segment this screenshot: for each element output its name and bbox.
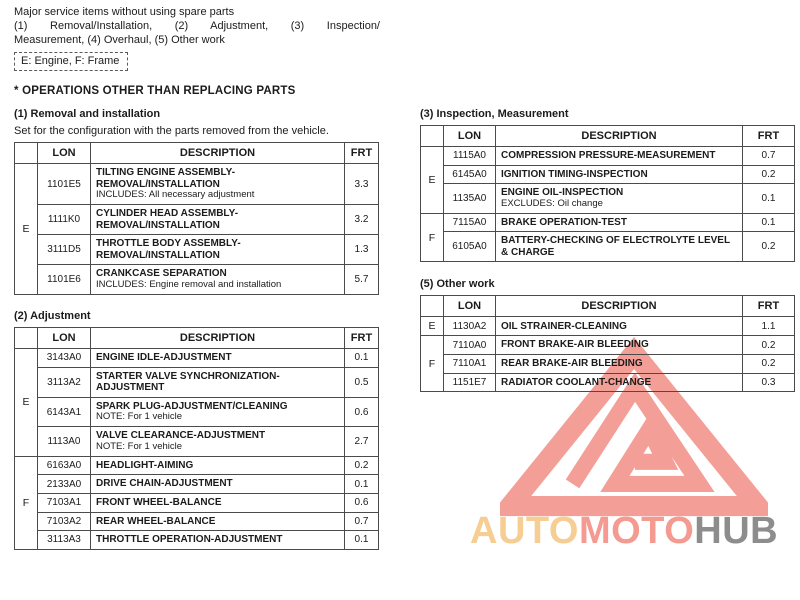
group-column-header [421,126,444,147]
lon-cell: 7115A0 [444,213,496,232]
description-cell: HEADLIGHT-AIMING [91,456,345,475]
lon-cell: 6163A0 [38,456,91,475]
description-cell: ENGINE IDLE-ADJUSTMENT [91,349,345,368]
table-row [15,349,379,368]
lon-cell: 1111K0 [38,205,91,235]
group-cell-frame: F [421,213,444,262]
table-header-row [15,328,379,349]
frt-cell: 0.1 [345,349,379,368]
frt-cell: 0.5 [345,367,379,397]
description-cell: DRIVE CHAIN-ADJUSTMENT [91,475,345,494]
watermark-moto-text: MOTO [578,510,695,552]
table-row [15,265,379,295]
description-cell: IGNITION TIMING-INSPECTION [496,165,743,184]
table-row [421,184,795,214]
adjustment-table-title: (2) Adjustment [14,310,91,322]
group-column-header [15,143,38,164]
other-work-table-title: (5) Other work [420,278,495,291]
lon-cell: 3113A3 [38,531,91,550]
description-cell: FRONT BRAKE-AIR BLEEDING [496,336,743,355]
description-cell: ENGINE OIL-INSPECTION EXCLUDES: Oil change [496,184,743,214]
description-column-header: DESCRIPTION [496,126,743,147]
right-column [420,108,794,392]
description-cell: TILTING ENGINE ASSEMBLY-REMOVAL/INSTALLATION INCLUDES: All necessary adjustment [91,164,345,205]
group-cell-engine: E [421,147,444,214]
description-column-header: DESCRIPTION [496,296,743,317]
description-cell: BATTERY-CHECKING OF ELECTROLYTE LEVEL & CHARGE [496,232,743,262]
table-row [15,427,379,457]
group-cell-engine: E [421,317,444,336]
table-row [15,456,379,475]
group-column-header [15,328,38,349]
lon-cell: 7110A1 [444,355,496,374]
frt-cell: 0.1 [743,213,795,232]
lon-cell: 7110A0 [444,336,496,355]
engine-frame-legend: E: Engine, F: Frame [14,52,128,71]
frt-cell: 0.3 [743,373,795,392]
frt-cell: 5.7 [345,265,379,295]
intro-line-1: Major service items without using spare parts [14,6,235,18]
lon-cell: 1101E6 [38,265,91,295]
intro-block [14,5,380,97]
table-header-row [421,296,795,317]
lon-cell: 1130A2 [444,317,496,336]
description-cell: RADIATOR COOLANT-CHANGE [496,373,743,392]
frt-column-header: FRT [743,296,795,317]
frt-cell: 1.1 [743,317,795,336]
lon-cell: 3143A0 [38,349,91,368]
table-row [421,336,795,355]
frt-cell: 3.2 [345,205,379,235]
frt-cell: 0.7 [345,512,379,531]
watermark-hub-text: HUB [694,510,779,552]
description-cell: CRANKCASE SEPARATION INCLUDES: Engine removal and installation [91,265,345,295]
description-cell: CYLINDER HEAD ASSEMBLY-REMOVAL/INSTALLATION [91,205,345,235]
lon-cell: 2133A0 [38,475,91,494]
table-row [15,512,379,531]
lon-cell: 1101E5 [38,164,91,205]
description-column-header: DESCRIPTION [91,143,345,164]
lon-cell: 7103A2 [38,512,91,531]
frt-cell: 3.3 [345,164,379,205]
description-cell: STARTER VALVE SYNCHRONIZATION-ADJUSTMENT [91,367,345,397]
description-cell: VALVE CLEARANCE-ADJUSTMENT NOTE: For 1 vehicle [91,427,345,457]
adjustment-table [14,327,379,550]
group-cell-engine: E [15,349,38,457]
frt-cell: 0.1 [743,184,795,214]
table-row [15,494,379,513]
table-row [421,213,795,232]
group-cell-frame: F [421,336,444,392]
table-row [421,355,795,374]
description-cell: REAR BRAKE-AIR BLEEDING [496,355,743,374]
table-row [421,317,795,336]
inspection-table-title: (3) Inspection, Measurement [420,108,569,120]
lon-cell: 7103A1 [38,494,91,513]
description-column-header: DESCRIPTION [91,328,345,349]
table-row [15,235,379,265]
removal-table-title: (1) Removal and installation [14,108,161,120]
table-row [15,531,379,550]
lon-cell: 6105A0 [444,232,496,262]
frt-cell: 0.2 [743,232,795,262]
table-row [15,164,379,205]
lon-cell: 1115A0 [444,147,496,166]
frt-cell: 1.3 [345,235,379,265]
left-column [14,108,378,550]
table-row [15,367,379,397]
group-cell-engine: E [15,164,38,295]
frt-cell: 2.7 [345,427,379,457]
lon-column-header: LON [38,328,91,349]
description-cell: OIL STRAINER-CLEANING [496,317,743,336]
table-row [15,205,379,235]
intro-line-3: Measurement, (4) Overhaul, (5) Other work [14,34,225,46]
lon-cell: 1113A0 [38,427,91,457]
group-column-header [421,296,444,317]
description-cell: THROTTLE BODY ASSEMBLY-REMOVAL/INSTALLATION [91,235,345,265]
table-row [421,165,795,184]
frt-cell: 0.7 [743,147,795,166]
frt-cell: 0.1 [345,531,379,550]
lon-column-header: LON [444,126,496,147]
frt-cell: 0.1 [345,475,379,494]
frt-column-header: FRT [345,328,379,349]
description-cell: COMPRESSION PRESSURE-MEASUREMENT [496,147,743,166]
removal-installation-table [14,142,379,295]
frt-column-header: FRT [345,143,379,164]
description-cell: THROTTLE OPERATION-ADJUSTMENT [91,531,345,550]
table-row [421,373,795,392]
frt-cell: 0.6 [345,494,379,513]
lon-cell: 1151E7 [444,373,496,392]
frt-cell: 0.2 [743,336,795,355]
lon-cell: 6143A1 [38,397,91,427]
frt-cell: 0.2 [743,355,795,374]
lon-cell: 1135A0 [444,184,496,214]
table-header-row [15,143,379,164]
watermark-auto-text: AUTO [470,510,579,552]
table-header-row [421,126,795,147]
description-cell: BRAKE OPERATION-TEST [496,213,743,232]
description-cell: FRONT WHEEL-BALANCE [91,494,345,513]
lon-cell: 6145A0 [444,165,496,184]
lon-cell: 3113A2 [38,367,91,397]
frt-cell: 0.2 [743,165,795,184]
frt-column-header: FRT [743,126,795,147]
frt-cell: 0.2 [345,456,379,475]
lon-column-header: LON [444,296,496,317]
description-cell: SPARK PLUG-ADJUSTMENT/CLEANING NOTE: For 1 vehicle [91,397,345,427]
lon-column-header: LON [38,143,91,164]
group-cell-frame: F [15,456,38,549]
table-row [15,397,379,427]
removal-table-subtitle: Set for the configuration with the parts removed from the vehicle. [14,125,329,137]
intro-line-2: (1) Removal/Installation, (2) Adjustment, (3) Inspection/ [14,20,380,32]
lon-cell: 3111D5 [38,235,91,265]
section-title: * OPERATIONS OTHER THAN REPLACING PARTS [14,85,296,97]
table-row [421,232,795,262]
inspection-measurement-table [420,125,795,262]
frt-cell: 0.6 [345,397,379,427]
table-row [421,147,795,166]
other-work-table [420,295,795,392]
description-cell: REAR WHEEL-BALANCE [91,512,345,531]
table-row [15,475,379,494]
